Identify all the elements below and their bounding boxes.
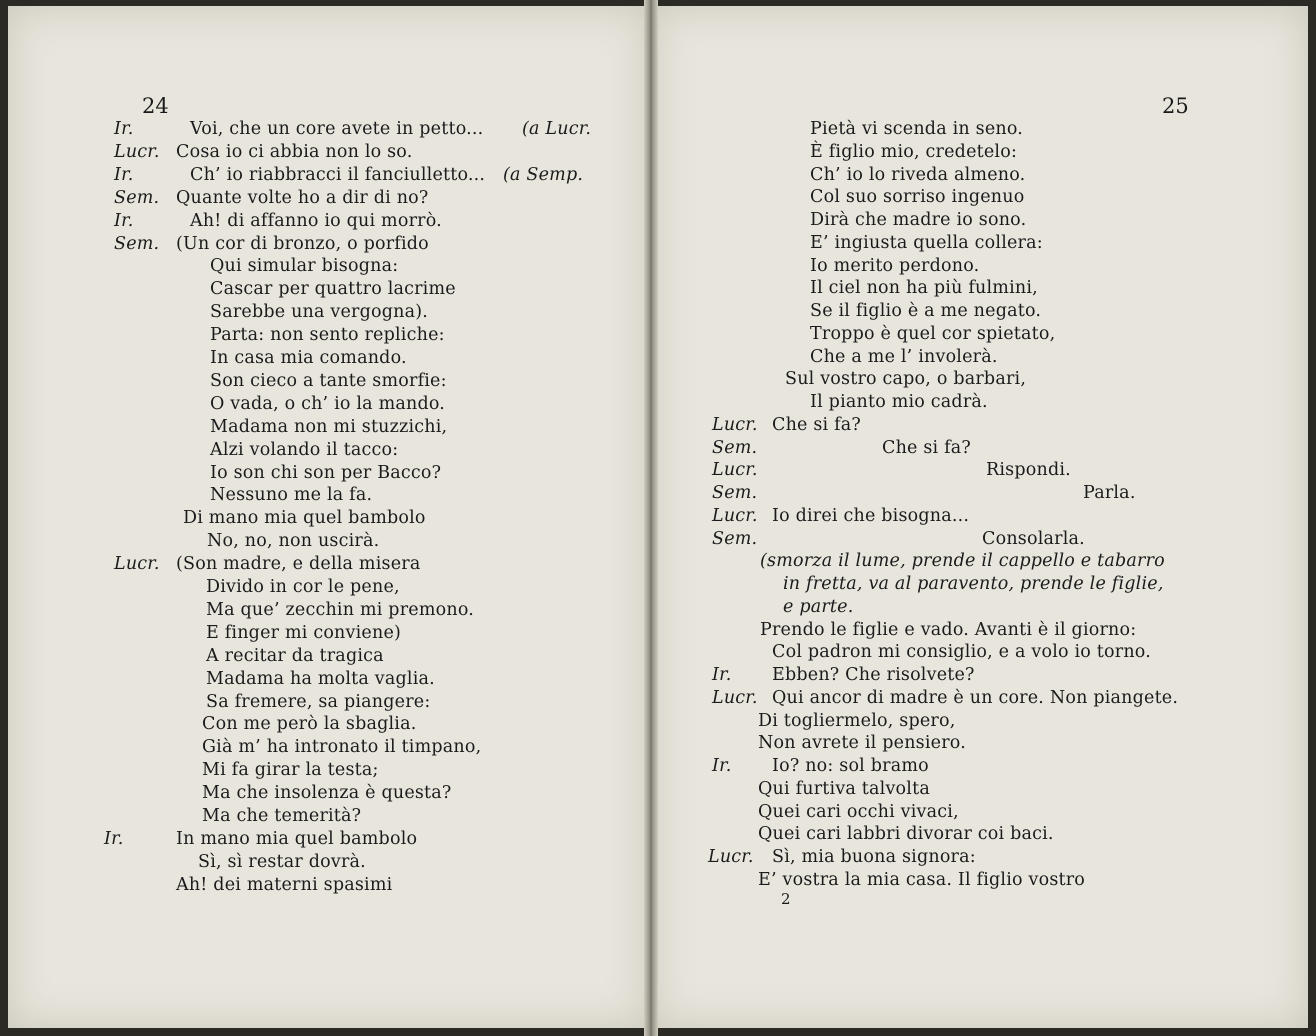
verse-line: Voi, che un core avete in petto... xyxy=(190,119,484,139)
speaker-name: Ir. xyxy=(104,828,124,849)
book-gutter xyxy=(644,0,658,1036)
verse-line: Io son chi son per Bacco? xyxy=(210,462,442,483)
verse-line: Troppo è quel cor spietato, xyxy=(810,323,1056,344)
verse-line: Se il figlio è a me negato. xyxy=(810,301,1042,321)
signature-mark: 2 xyxy=(781,890,791,908)
verse-line: Sul vostro capo, o barbari, xyxy=(785,369,1027,390)
verse-line: Ch’ io lo riveda almeno. xyxy=(810,164,1026,185)
speaker-name: Lucr. xyxy=(114,141,160,162)
speaker-name: Lucr. xyxy=(712,505,758,526)
verse-line: Sarebbe una vergogna). xyxy=(210,302,429,323)
verse-line: Qui simular bisogna: xyxy=(210,256,399,277)
verse-line: In casa mia comando. xyxy=(210,348,407,368)
stage-direction: (a Lucr. xyxy=(522,119,592,139)
stage-direction: in fretta, va al paravento, prende le figlie, xyxy=(783,574,1164,594)
verse-line: No, no, non uscirà. xyxy=(207,531,380,552)
verse-line: E’ ingiusta quella collera: xyxy=(810,232,1043,253)
verse-line: Col padron mi consiglio, e a volo io torno. xyxy=(772,642,1151,663)
verse-line: Son cieco a tante smorfie: xyxy=(210,370,447,391)
speaker-name: Sem. xyxy=(114,187,160,208)
speaker-name: Lucr. xyxy=(708,847,754,867)
verse-line: Che si fa? xyxy=(772,414,862,435)
verse-line: Non avrete il pensiero. xyxy=(758,733,966,754)
verse-line: Io direi che bisogna... xyxy=(772,505,970,526)
stage-direction: (smorza il lume, prende il cappello e tabarro xyxy=(760,551,1165,572)
speaker-name: Ir. xyxy=(114,210,134,231)
verse-line: Già m’ ha intronato il timpano, xyxy=(202,737,482,758)
stage-direction: (a Semp. xyxy=(503,164,584,185)
verse-line: Sa fremere, sa piangere: xyxy=(206,691,431,712)
verse-line: Il pianto mio cadrà. xyxy=(810,392,988,412)
verse-line: Parta: non sento repliche: xyxy=(210,325,445,346)
verse-line: Io merito perdono. xyxy=(810,255,980,276)
verse-line: Ebben? Che risolvete? xyxy=(772,665,975,685)
verse-line: Qui ancor di madre è un core. Non piangete. xyxy=(772,687,1179,708)
verse-line: Col suo sorriso ingenuo xyxy=(810,187,1025,208)
verse-line: Ma que’ zecchin mi premono. xyxy=(206,599,475,620)
verse-line: Consolarla. xyxy=(982,528,1085,549)
speaker-name: Ir. xyxy=(712,756,732,776)
verse-line: Sì, sì restar dovrà. xyxy=(198,851,366,872)
verse-line: (Son madre, e della misera xyxy=(176,554,421,575)
verse-line: (Un cor di bronzo, o porfido xyxy=(176,233,429,254)
verse-line: Dirà che madre io sono. xyxy=(810,210,1027,230)
verse-line: Ma che insolenza è questa? xyxy=(202,783,452,804)
verse-line: Parla. xyxy=(1083,483,1136,503)
verse-line: Quante volte ho a dir di no? xyxy=(176,187,429,208)
verse-line: Ch’ io riabbracci il fanciulletto... xyxy=(190,164,486,185)
verse-line: Nessuno me la fa. xyxy=(210,485,373,506)
verse-line: Pietà vi scenda in seno. xyxy=(810,119,1024,139)
verse-line: Che a me l’ involerà. xyxy=(810,346,998,367)
speaker-name: Ir. xyxy=(114,119,134,139)
verse-line: Cosa io ci abbia non lo so. xyxy=(176,141,413,162)
verse-line: Cascar per quattro lacrime xyxy=(210,279,456,300)
verse-line: Di mano mia quel bambolo xyxy=(183,508,426,529)
speaker-name: Sem. xyxy=(712,528,758,549)
verse-line: Il ciel non ha più fulmini, xyxy=(810,278,1038,299)
verse-line: In mano mia quel bambolo xyxy=(176,828,418,849)
verse-line: È figlio mio, credetelo: xyxy=(810,141,1018,162)
speaker-name: Lucr. xyxy=(712,460,758,481)
speaker-name: Sem. xyxy=(712,437,758,458)
speaker-name: Ir. xyxy=(114,164,134,185)
verse-line: Ah! di affanno io qui morrò. xyxy=(190,210,442,231)
stage-direction: e parte. xyxy=(783,596,854,617)
verse-line: Madama non mi stuzzichi, xyxy=(210,416,448,437)
verse-line: Qui furtiva talvolta xyxy=(758,778,930,799)
verse-line: Divido in cor le pene, xyxy=(206,577,400,597)
verse-line: Prendo le figlie e vado. Avanti è il giorno: xyxy=(760,619,1137,640)
verse-line: Mi fa girar la testa; xyxy=(202,760,379,781)
page-number-left: 24 xyxy=(142,94,169,118)
speaker-name: Lucr. xyxy=(712,414,758,435)
verse-line: Ah! dei materni spasimi xyxy=(176,874,393,895)
speaker-name: Sem. xyxy=(712,483,758,503)
verse-line: Con me però la sbaglia. xyxy=(202,714,417,735)
verse-line: Alzi volando il tacco: xyxy=(210,439,399,460)
verse-line: Che si fa? xyxy=(882,437,972,458)
verse-line: A recitar da tragica xyxy=(206,645,384,666)
verse-line: E’ vostra la mia casa. Il figlio vostro xyxy=(758,869,1086,890)
verse-line: Madama ha molta vaglia. xyxy=(206,668,435,689)
speaker-name: Lucr. xyxy=(114,554,160,575)
verse-line: Quei cari labbri divorar coi baci. xyxy=(758,824,1054,845)
verse-line: Sì, mia buona signora: xyxy=(772,847,976,867)
speaker-name: Sem. xyxy=(114,233,160,254)
verse-line: Di togliermelo, spero, xyxy=(758,710,956,731)
speaker-name: Lucr. xyxy=(712,687,758,708)
verse-line: O vada, o ch’ io la mando. xyxy=(210,393,446,414)
page-number-right: 25 xyxy=(1162,94,1189,118)
verse-line: Ma che temerità? xyxy=(202,806,362,826)
verse-line: E finger mi conviene) xyxy=(206,622,402,643)
speaker-name: Ir. xyxy=(712,665,732,685)
verse-line: Rispondi. xyxy=(986,460,1071,481)
verse-line: Io? no: sol bramo xyxy=(772,756,929,776)
verse-line: Quei cari occhi vivaci, xyxy=(758,801,959,822)
